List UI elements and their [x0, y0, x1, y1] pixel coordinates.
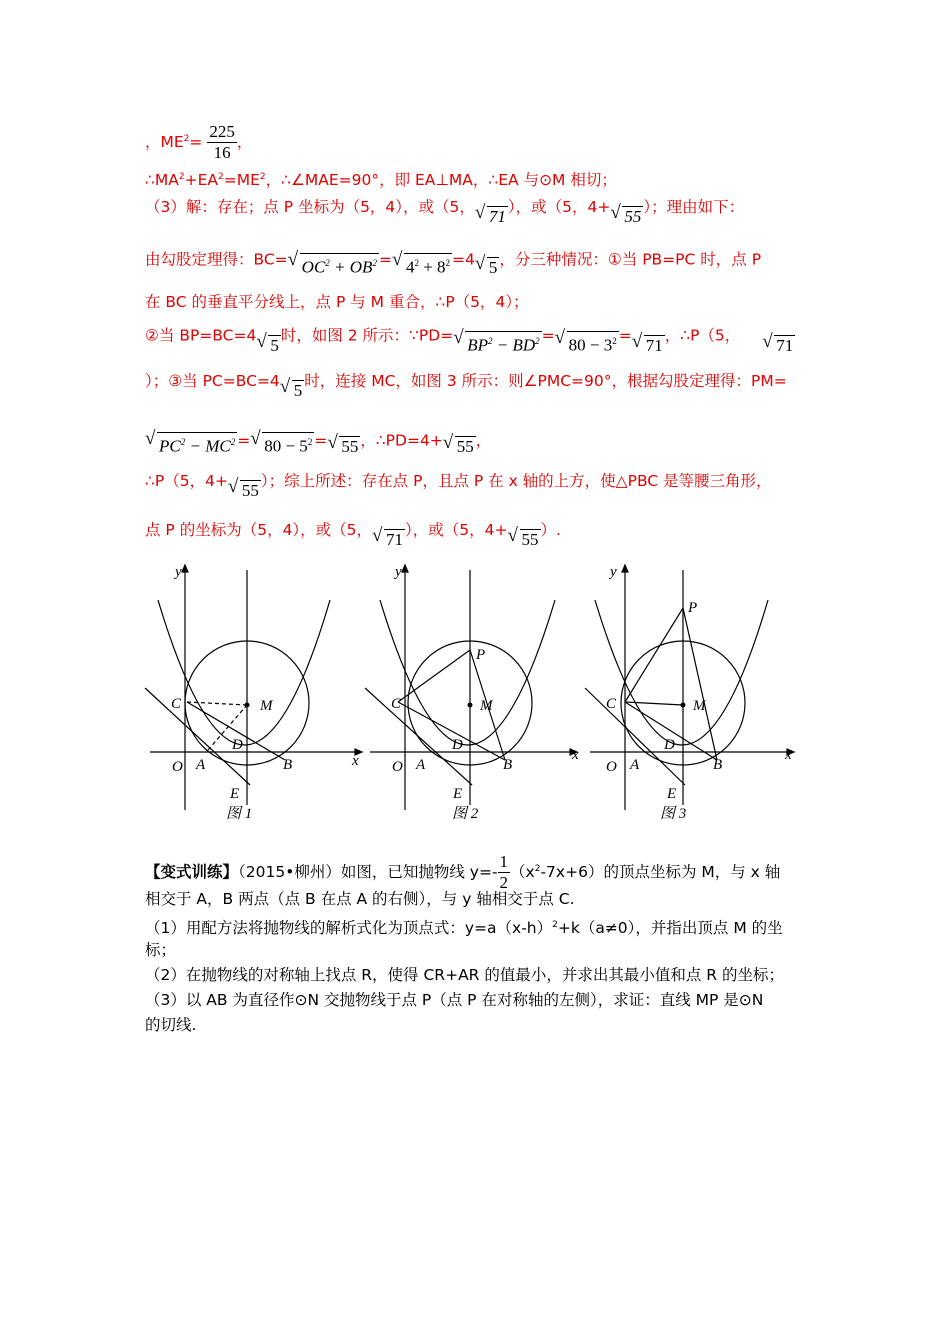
problem-line-4: 标；: [145, 941, 177, 959]
point-m: [245, 703, 250, 708]
t: ），或（5，4+: [405, 521, 508, 539]
t: ，∴PD=4+: [360, 431, 443, 450]
t: ，∴∠MAE=90°，即 EA⊥MA，∴EA 与⊙M 相切；: [265, 171, 617, 190]
label-b: B: [283, 757, 293, 773]
label-m: M: [260, 698, 273, 714]
r: PC: [159, 436, 181, 456]
label-d: D: [664, 737, 675, 753]
sup: 2: [612, 336, 617, 346]
solution-line-3: [145, 196, 745, 226]
problem-line-6: （3）以 AB 为直径作⊙N 交抛物线于点 P（点 P 在对称轴的左侧），求证：直线 MP 是⊙N: [145, 991, 764, 1009]
line-pb: [683, 608, 717, 760]
radicand: 55: [624, 207, 642, 226]
label-p: P: [476, 647, 486, 663]
t: 由勾股定理得：BC=: [145, 250, 288, 269]
fraction-1-2: [498, 852, 511, 893]
sqrt-5: [280, 380, 305, 401]
r: 80 − 5: [264, 436, 308, 456]
radicand: 55: [241, 481, 259, 500]
figure-2: [360, 560, 585, 825]
frac-num: 225: [209, 122, 235, 141]
label-o: O: [172, 759, 183, 775]
solution-line-4: [145, 245, 762, 277]
sqrt-5: [256, 335, 281, 356]
fraction-225-16: [207, 122, 237, 163]
solution-line-7: [145, 370, 787, 400]
t: （3）解：存在；点 P 坐标为（5，4），或（5，: [145, 198, 475, 216]
r: 80 − 3: [568, 335, 613, 355]
label-y: y: [175, 564, 182, 580]
solution-line-2: [145, 167, 617, 190]
sup: 2: [535, 336, 540, 346]
solution-line-6: [145, 321, 795, 355]
sqrt-bp-bd: [453, 331, 541, 356]
sqrt-80-25: [250, 432, 314, 457]
eq: =: [378, 250, 392, 269]
radicand: 5: [488, 257, 498, 277]
t: 点 P 的坐标为（5，4），或（5，: [145, 521, 373, 539]
t: =ME: [223, 171, 260, 190]
point-m: [681, 703, 686, 708]
solution-line-10: [145, 519, 561, 549]
t: 时，如图 2 所示：∵PD=: [280, 326, 454, 345]
t: 时，连接 MC，如图 3 所示：则∠PMC=90°，根据勾股定理得：PM=: [304, 372, 787, 390]
sup: 2: [414, 258, 419, 268]
problem-line-5: （2）在抛物线的对称轴上找点 R，使得 CR+AR 的值最小，并求出其最小值和点 R 的坐标；: [145, 966, 784, 984]
label-e: E: [230, 786, 240, 802]
radicand: 71: [645, 335, 663, 355]
label-o: O: [606, 759, 617, 775]
t: -7x+6）的顶点坐标为 M，与 x 轴: [540, 863, 781, 881]
t: （1）用配方法将抛物线的解析式化为顶点式：y=a（x-h）: [145, 919, 553, 938]
r: − BD: [492, 335, 536, 355]
radicand: 71: [776, 335, 794, 355]
sup: 2: [372, 258, 377, 268]
solution-line-1: [145, 122, 252, 163]
frac-den: 16: [213, 143, 231, 162]
label-a: A: [196, 757, 206, 773]
r: + OB: [329, 257, 373, 277]
label-p: P: [688, 600, 698, 616]
t: （2015•柳州）如图，已知抛物线 y=-: [238, 863, 498, 881]
sqrt-55: [327, 436, 360, 457]
label-y: y: [395, 564, 402, 580]
radicand: 55: [521, 530, 539, 549]
problem-line-3: [145, 915, 783, 938]
problem-line-1: [145, 852, 780, 893]
label-x: x: [572, 747, 579, 763]
label-o: O: [392, 759, 403, 775]
me-prefix: ，ME: [145, 133, 184, 151]
comma: ，: [236, 133, 253, 151]
sup: 2: [230, 437, 236, 447]
eq: =: [189, 133, 203, 151]
t: ）；③当 PC=BC=4: [145, 372, 280, 390]
t: ，∴P（5，: [664, 326, 741, 345]
r: OC: [301, 257, 326, 277]
line-cp: [625, 608, 683, 702]
caption: 图 3: [660, 806, 687, 822]
label-d: D: [452, 737, 463, 753]
solution-line-8: [145, 426, 492, 456]
point-m: [468, 703, 473, 708]
label-e: E: [453, 786, 463, 802]
figure-3: [580, 560, 805, 825]
radicand: 5: [270, 335, 279, 355]
radicand: 71: [386, 530, 404, 549]
frac-num: 1: [499, 852, 509, 871]
radicand: 5: [293, 381, 303, 400]
label-a: A: [630, 757, 640, 773]
solution-line-9: [145, 470, 772, 500]
label-b: B: [503, 757, 513, 773]
t: ②当 BP=BC=4: [145, 326, 257, 345]
sqrt-55: [443, 436, 476, 457]
sqrt-80-9: [555, 331, 619, 356]
t: ，: [475, 431, 492, 450]
label-x: x: [785, 747, 792, 763]
sqrt-71: [762, 335, 795, 356]
label-m: M: [480, 698, 493, 714]
sqrt-71: [475, 206, 508, 227]
eq: =: [618, 326, 632, 345]
label-c: C: [171, 696, 182, 712]
frac-den: 2: [499, 873, 509, 892]
sqrt-5: [475, 257, 500, 278]
sup: 2: [178, 172, 185, 182]
label-m: M: [693, 698, 706, 714]
label-c: C: [391, 696, 402, 712]
sqrt-71: [632, 335, 665, 356]
t: ∴P（5，4+: [145, 472, 228, 490]
sqrt-pc-mc: [145, 432, 237, 457]
eq: =4: [452, 250, 475, 269]
dashed-cm: [187, 702, 247, 705]
t: ）；综上所述：存在点 P，且点 P 在 x 轴的上方，使△PBC 是等腰三角形，: [260, 472, 772, 490]
sqrt-55: [228, 480, 261, 501]
sup: 2: [552, 920, 558, 930]
radicand: 55: [456, 436, 474, 456]
sqrt-71: [372, 529, 405, 550]
label-a: A: [416, 757, 426, 773]
r: 4: [405, 257, 415, 277]
problem-tag: 【变式训练】: [145, 863, 239, 881]
caption: 图 2: [452, 806, 479, 822]
sup: 2: [183, 133, 190, 144]
line-cm: [625, 702, 683, 705]
t: ∴MA: [145, 171, 179, 190]
sup: 2: [217, 172, 224, 182]
sup: 2: [180, 437, 186, 447]
problem-line-2: 相交于 A，B 两点（点 B 在点 A 的右侧），与 y 轴相交于点 C.: [145, 890, 575, 908]
label-b: B: [713, 757, 723, 773]
t: ），或（5，4+: [507, 198, 611, 216]
caption: 图 1: [226, 806, 253, 822]
label-c: C: [606, 696, 617, 712]
sqrt-55: [508, 529, 541, 550]
sup: 2: [307, 437, 313, 447]
t: ）；理由如下：: [643, 198, 745, 216]
line-cp: [398, 650, 470, 702]
radicand: 55: [341, 436, 359, 456]
figure-1: [140, 560, 365, 825]
label-d: D: [232, 737, 243, 753]
t: ，分三种情况：①当 PB=PC 时，点 P: [499, 250, 762, 269]
label-x: x: [352, 753, 359, 769]
problem-line-7: 的切线.: [145, 1016, 197, 1034]
sup: 2: [487, 336, 493, 346]
r: BP: [467, 335, 488, 355]
r: − MC: [185, 436, 231, 456]
sup: 2: [534, 863, 541, 874]
eq: =: [237, 431, 251, 450]
sup: 2: [325, 258, 330, 268]
eq: =: [541, 326, 555, 345]
label-e: E: [667, 786, 677, 802]
t: （x: [510, 863, 535, 881]
sqrt-4-8: [392, 253, 452, 278]
label-y: y: [610, 564, 617, 580]
sup: 2: [259, 172, 266, 182]
solution-line-5: 在 BC 的垂直平分线上，点 P 与 M 重合，∴P（5，4）；: [145, 293, 529, 311]
radicand: 71: [488, 207, 506, 226]
t: +k（a≠0），并指出顶点 M 的坐: [557, 919, 783, 938]
r: + 8: [418, 257, 446, 277]
eq: =: [314, 431, 328, 450]
sqrt-55: [610, 206, 643, 227]
t: ）.: [540, 521, 561, 539]
sup: 2: [445, 258, 451, 268]
t: +EA: [184, 171, 218, 190]
sqrt-oc-ob: [288, 253, 379, 278]
